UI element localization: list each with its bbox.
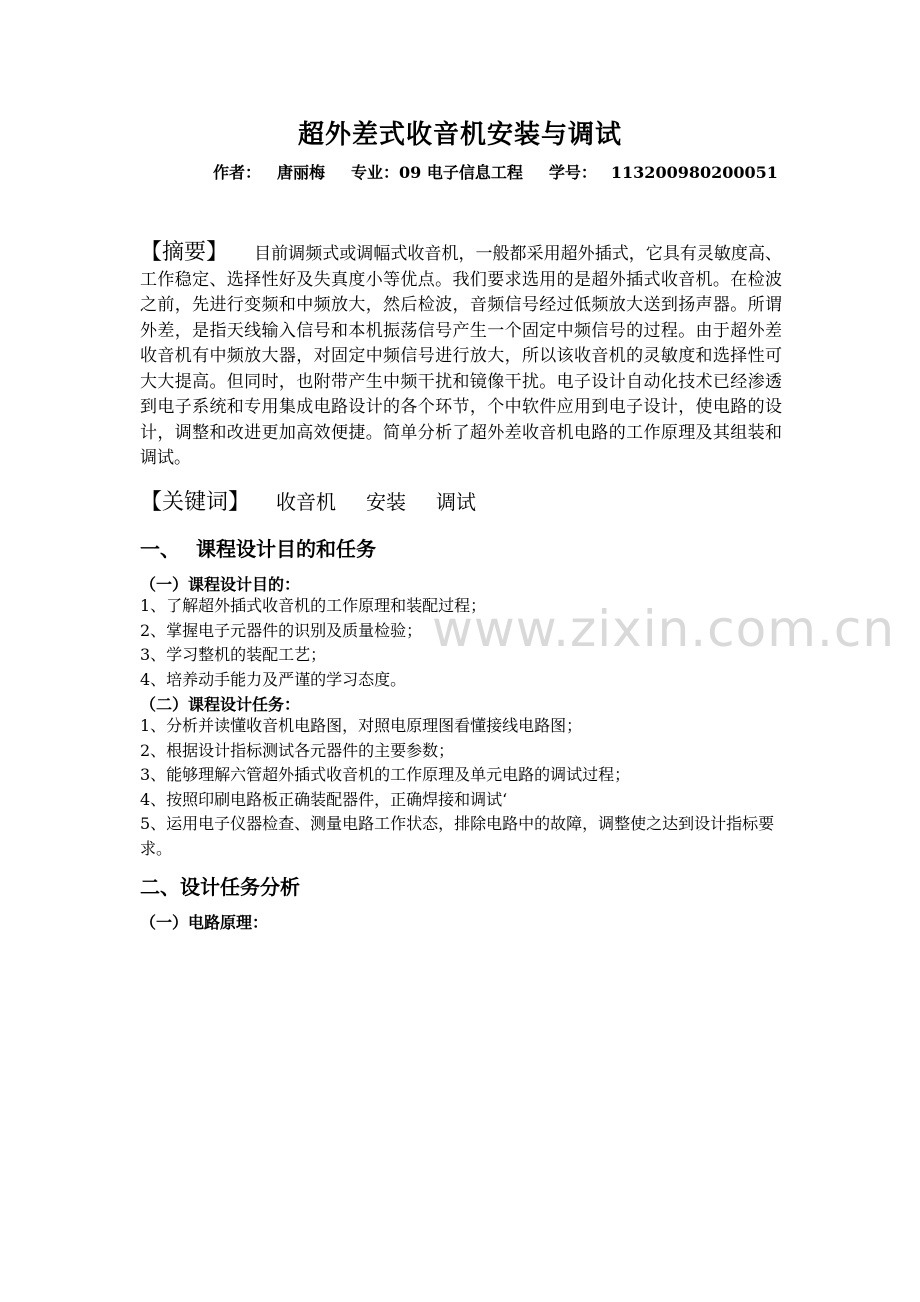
student-id-value: 113200980200051	[610, 163, 778, 182]
section1-title: 课程设计目的和任务	[196, 537, 376, 561]
keywords	[140, 485, 506, 516]
list-item: 2、根据设计指标测试各元器件的主要参数；	[140, 740, 455, 760]
list-item: 4、培养动手能力及严谨的学习态度。	[140, 669, 407, 689]
author-label: 作者：	[213, 163, 262, 182]
section2-heading: 二、设计任务分析	[140, 875, 300, 899]
author-name: 唐丽梅	[277, 163, 326, 182]
list-item: 3、学习整机的装配工艺；	[140, 645, 327, 664]
list-item: 2、掌握电子元器件的识别及质量检验；	[140, 620, 423, 640]
student-id-label: 学号：	[548, 163, 597, 182]
section1-sub2-heading: （二）课程设计任务：	[140, 695, 301, 714]
document-title: 超外差式收音机安装与调试	[297, 120, 622, 150]
section1-sub1-list	[140, 594, 790, 692]
section1-sub1-heading: （一）课程设计目的：	[140, 575, 301, 594]
watermark: www.zixin.com.cn	[432, 600, 896, 658]
list-item: 1、了解超外插式收音机的工作原理和装配过程；	[140, 596, 487, 615]
section1-number: 一、	[140, 537, 180, 561]
list-item: 3、能够理解六管超外插式收音机的工作原理及单元电路的调试过程；	[140, 765, 631, 784]
list-item: 1、分析并读懂收音机电路图，对照电原理图看懂接线电路图；	[140, 716, 583, 735]
section1-sub2-list	[140, 714, 790, 861]
abstract-label: 【摘要】	[140, 240, 229, 265]
list-item: 4、按照印刷电路板正确装配器件，正确焊接和调试‘	[140, 789, 508, 809]
section2-sub1-heading: （一）电路原理：	[140, 913, 269, 932]
keyword-item: 安装	[366, 490, 407, 514]
abstract	[140, 240, 782, 472]
list-item: 5、运用电子仪器检查、测量电路工作状态，排除电路中的故障，调整使之达到设计指标要求。	[140, 814, 775, 858]
keyword-item: 调试	[436, 490, 477, 514]
keywords-label: 【关键词】	[140, 490, 251, 515]
section1-heading	[140, 533, 376, 562]
byline	[213, 160, 778, 183]
major-value: 09 电子信息工程	[399, 163, 523, 182]
major-label: 专业：	[351, 163, 400, 182]
keyword-item: 收音机	[276, 490, 337, 514]
abstract-text: 目前调频式或调幅式收音机，一般都采用超外插式，它具有灵敏度高、工作稳定、选择性好及失真度小等优点。我们要求选用的是超外插式收音机。在检波之前，先进行变频和中频放大，然后检波，音频信号经过低频放大送到扬声器。所谓外差，是指天线输入信号和本机振荡信号产生一个固定中频信号的过程。由于超外差收音机有中频放大器，对固定中频信号进行放大，所以该收音机的灵敏度和选择性可大大提高。但同时，也附带产生中频干扰和镜像干扰。电子设计自动化技术已经渗透到电子系统和专用集成电路设计的各个环节，个中软件应用到电子设计，使电路的设计，调整和改进更加高效便捷。简单分析了超外差收音机电路的工作原理及其组装和调试。	[140, 244, 782, 468]
